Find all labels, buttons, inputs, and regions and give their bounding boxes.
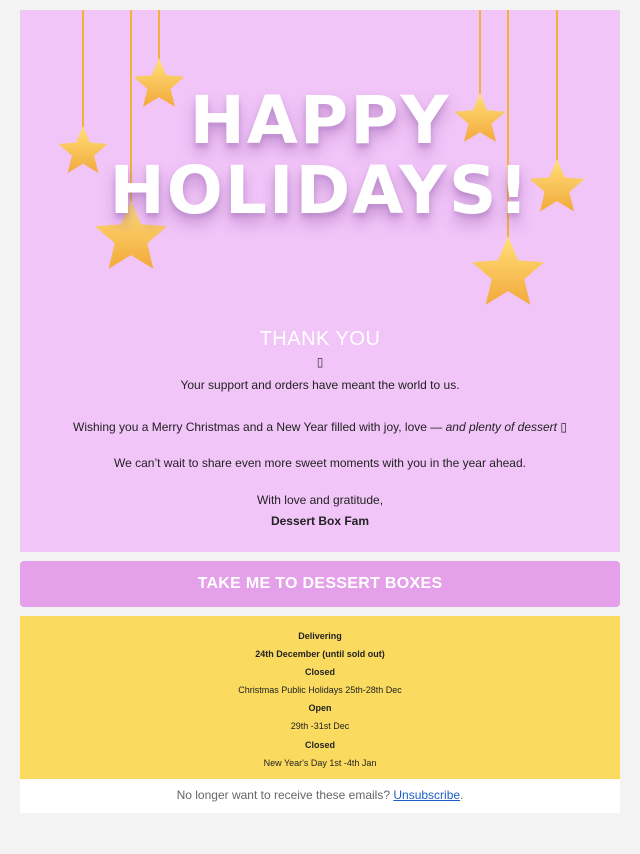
emoji-placeholder-icon: ▯ (560, 420, 567, 434)
wish-text-emphasis: and plenty of dessert (445, 420, 558, 434)
schedule-line: Open (308, 703, 332, 713)
holiday-schedule (20, 616, 620, 779)
unsubscribe-link[interactable]: Unsubscribe (393, 788, 461, 802)
schedule-line: New Year's Day 1st -4th Jan (263, 758, 377, 768)
emoji-placeholder-icon: ▯ (316, 355, 324, 369)
signature: Dessert Box Fam (270, 514, 370, 528)
wish-text (20, 420, 620, 434)
schedule-line: Closed (304, 740, 335, 750)
schedule-line: 24th December (until sold out) (255, 649, 385, 659)
headline-happy: HAPPY (189, 82, 451, 159)
thank-you-heading: THANK YOU (259, 328, 381, 350)
schedule-line: Delivering (298, 631, 342, 641)
schedule-line: 29th -31st Dec (290, 721, 350, 731)
schedule-line: Closed (304, 667, 335, 677)
footer-text: No longer want to receive these emails? (176, 788, 394, 802)
signoff-text: With love and gratitude, (256, 493, 384, 507)
wish-text-main: Wishing you a Merry Christmas and a New Year filled with joy, love — (73, 420, 446, 434)
share-text: We can’t wait to share even more sweet moments with you in the year ahead. (114, 456, 526, 470)
holiday-hero-banner (20, 10, 620, 552)
support-text: Your support and orders have meant the world to us. (180, 378, 460, 392)
star-icon (472, 236, 544, 305)
email-footer (20, 779, 620, 813)
dessert-boxes-button[interactable]: TAKE ME TO DESSERT BOXES (20, 561, 620, 607)
footer-period: . (460, 788, 464, 802)
headline-holidays: HOLIDAYS! (109, 152, 531, 229)
schedule-line: Christmas Public Holidays 25th-28th Dec (238, 685, 402, 695)
